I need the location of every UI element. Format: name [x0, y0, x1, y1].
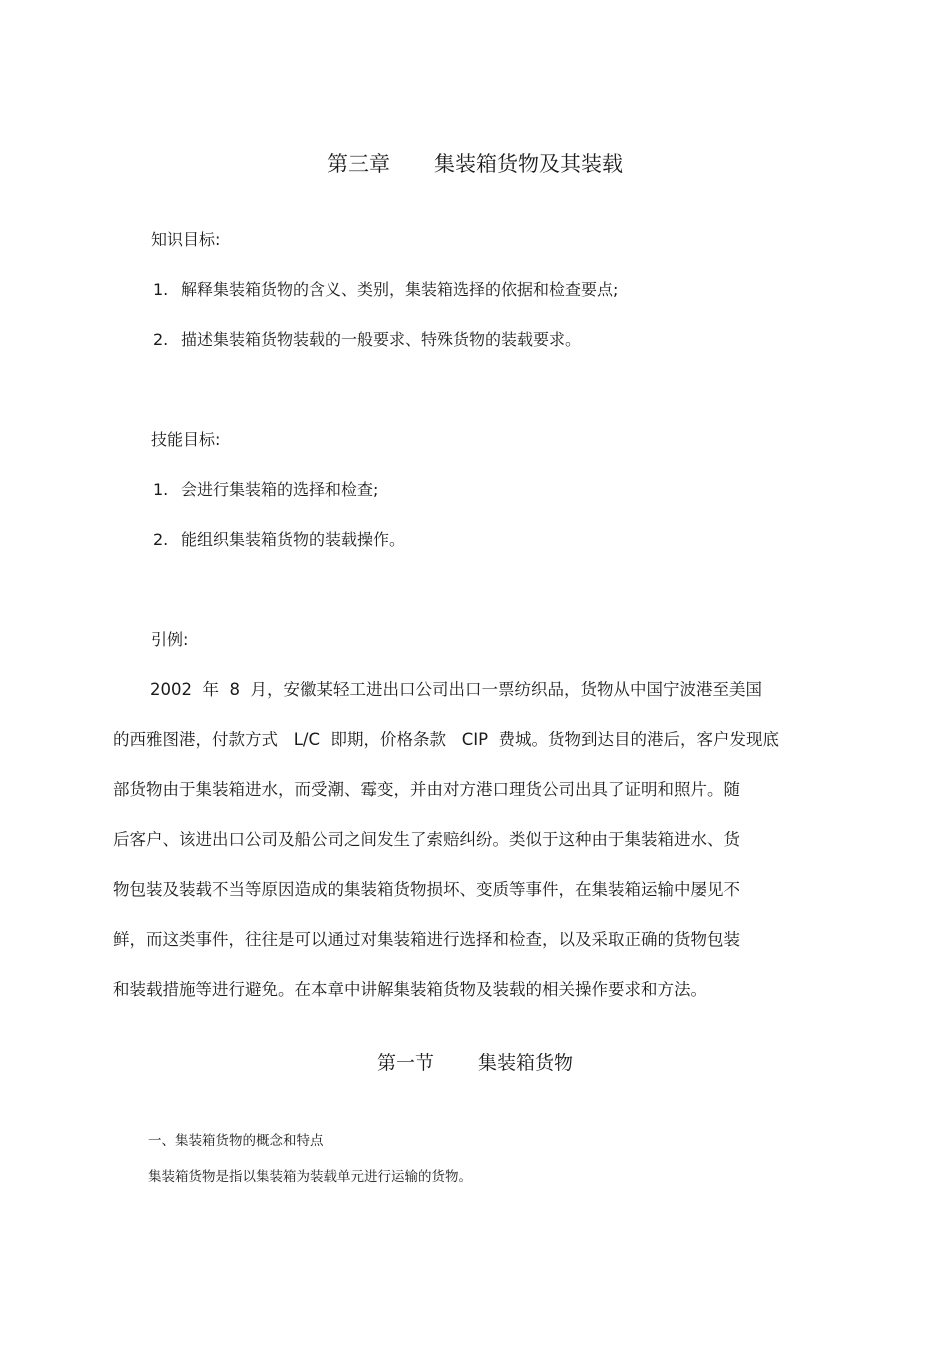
- example-line-1: 2002 年 8 月，安徽某轻工进出口公司出口一票纺织品，货物从中国宁波港至美国: [150, 680, 762, 699]
- section-title-text: 集装箱货物: [478, 1052, 574, 1074]
- list-number: 1.: [153, 280, 169, 299]
- example-line-7: 和装载措施等进行避免。在本章中讲解集装箱货物及装载的相关操作要求和方法。: [113, 980, 707, 999]
- example-line-4: 后客户、该进出口公司及船公司之间发生了索赔纠纷。类似于这种由于集装箱进水、货: [113, 830, 740, 849]
- knowledge-item-2: [153, 330, 581, 350]
- subsection-heading: 一、集装箱货物的概念和特点: [148, 1133, 324, 1149]
- list-number: 2.: [153, 530, 169, 549]
- example-heading: 引例:: [151, 630, 189, 649]
- list-number: 2.: [153, 330, 169, 349]
- skills-item-2: [153, 530, 405, 550]
- chapter-label: 第三章: [327, 152, 390, 176]
- example-line-3: 部货物由于集装箱进水，而受潮、霉变，并由对方港口理货公司出具了证明和照片。随: [113, 780, 740, 799]
- subsection-text: 集装箱货物是指以集装箱为装载单元进行运输的货物。: [148, 1169, 472, 1185]
- example-line-6: 鲜，而这类事件，往往是可以通过对集装箱进行选择和检查，以及采取正确的货物包装: [113, 930, 740, 949]
- skills-heading: 技能目标:: [151, 430, 221, 449]
- list-item-text: 描述集装箱货物装载的一般要求、特殊货物的装载要求。: [181, 330, 582, 349]
- knowledge-item-1: [153, 280, 618, 300]
- section-label: 第一节: [376, 1052, 434, 1074]
- list-item-text: 会进行集装箱的选择和检查;: [181, 480, 379, 499]
- chapter-title: [0, 148, 950, 178]
- list-item-text: 解释集装箱货物的含义、类别，集装箱选择的依据和检查要点;: [181, 280, 619, 299]
- knowledge-heading: 知识目标:: [151, 230, 221, 249]
- list-number: 1.: [153, 480, 169, 499]
- chapter-title-text: 集装箱货物及其装载: [434, 152, 623, 176]
- example-line-5: 物包装及装载不当等原因造成的集装箱货物损坏、变质等事件，在集装箱运输中屡见不: [113, 880, 740, 899]
- example-line-2: 的西雅图港，付款方式 L/C 即期，价格条款 CIP 费城。货物到达目的港后，客户发现底: [113, 730, 780, 749]
- skills-item-1: [153, 480, 378, 500]
- list-item-text: 能组织集装箱货物的装载操作。: [181, 530, 406, 549]
- section-title: [0, 1048, 950, 1075]
